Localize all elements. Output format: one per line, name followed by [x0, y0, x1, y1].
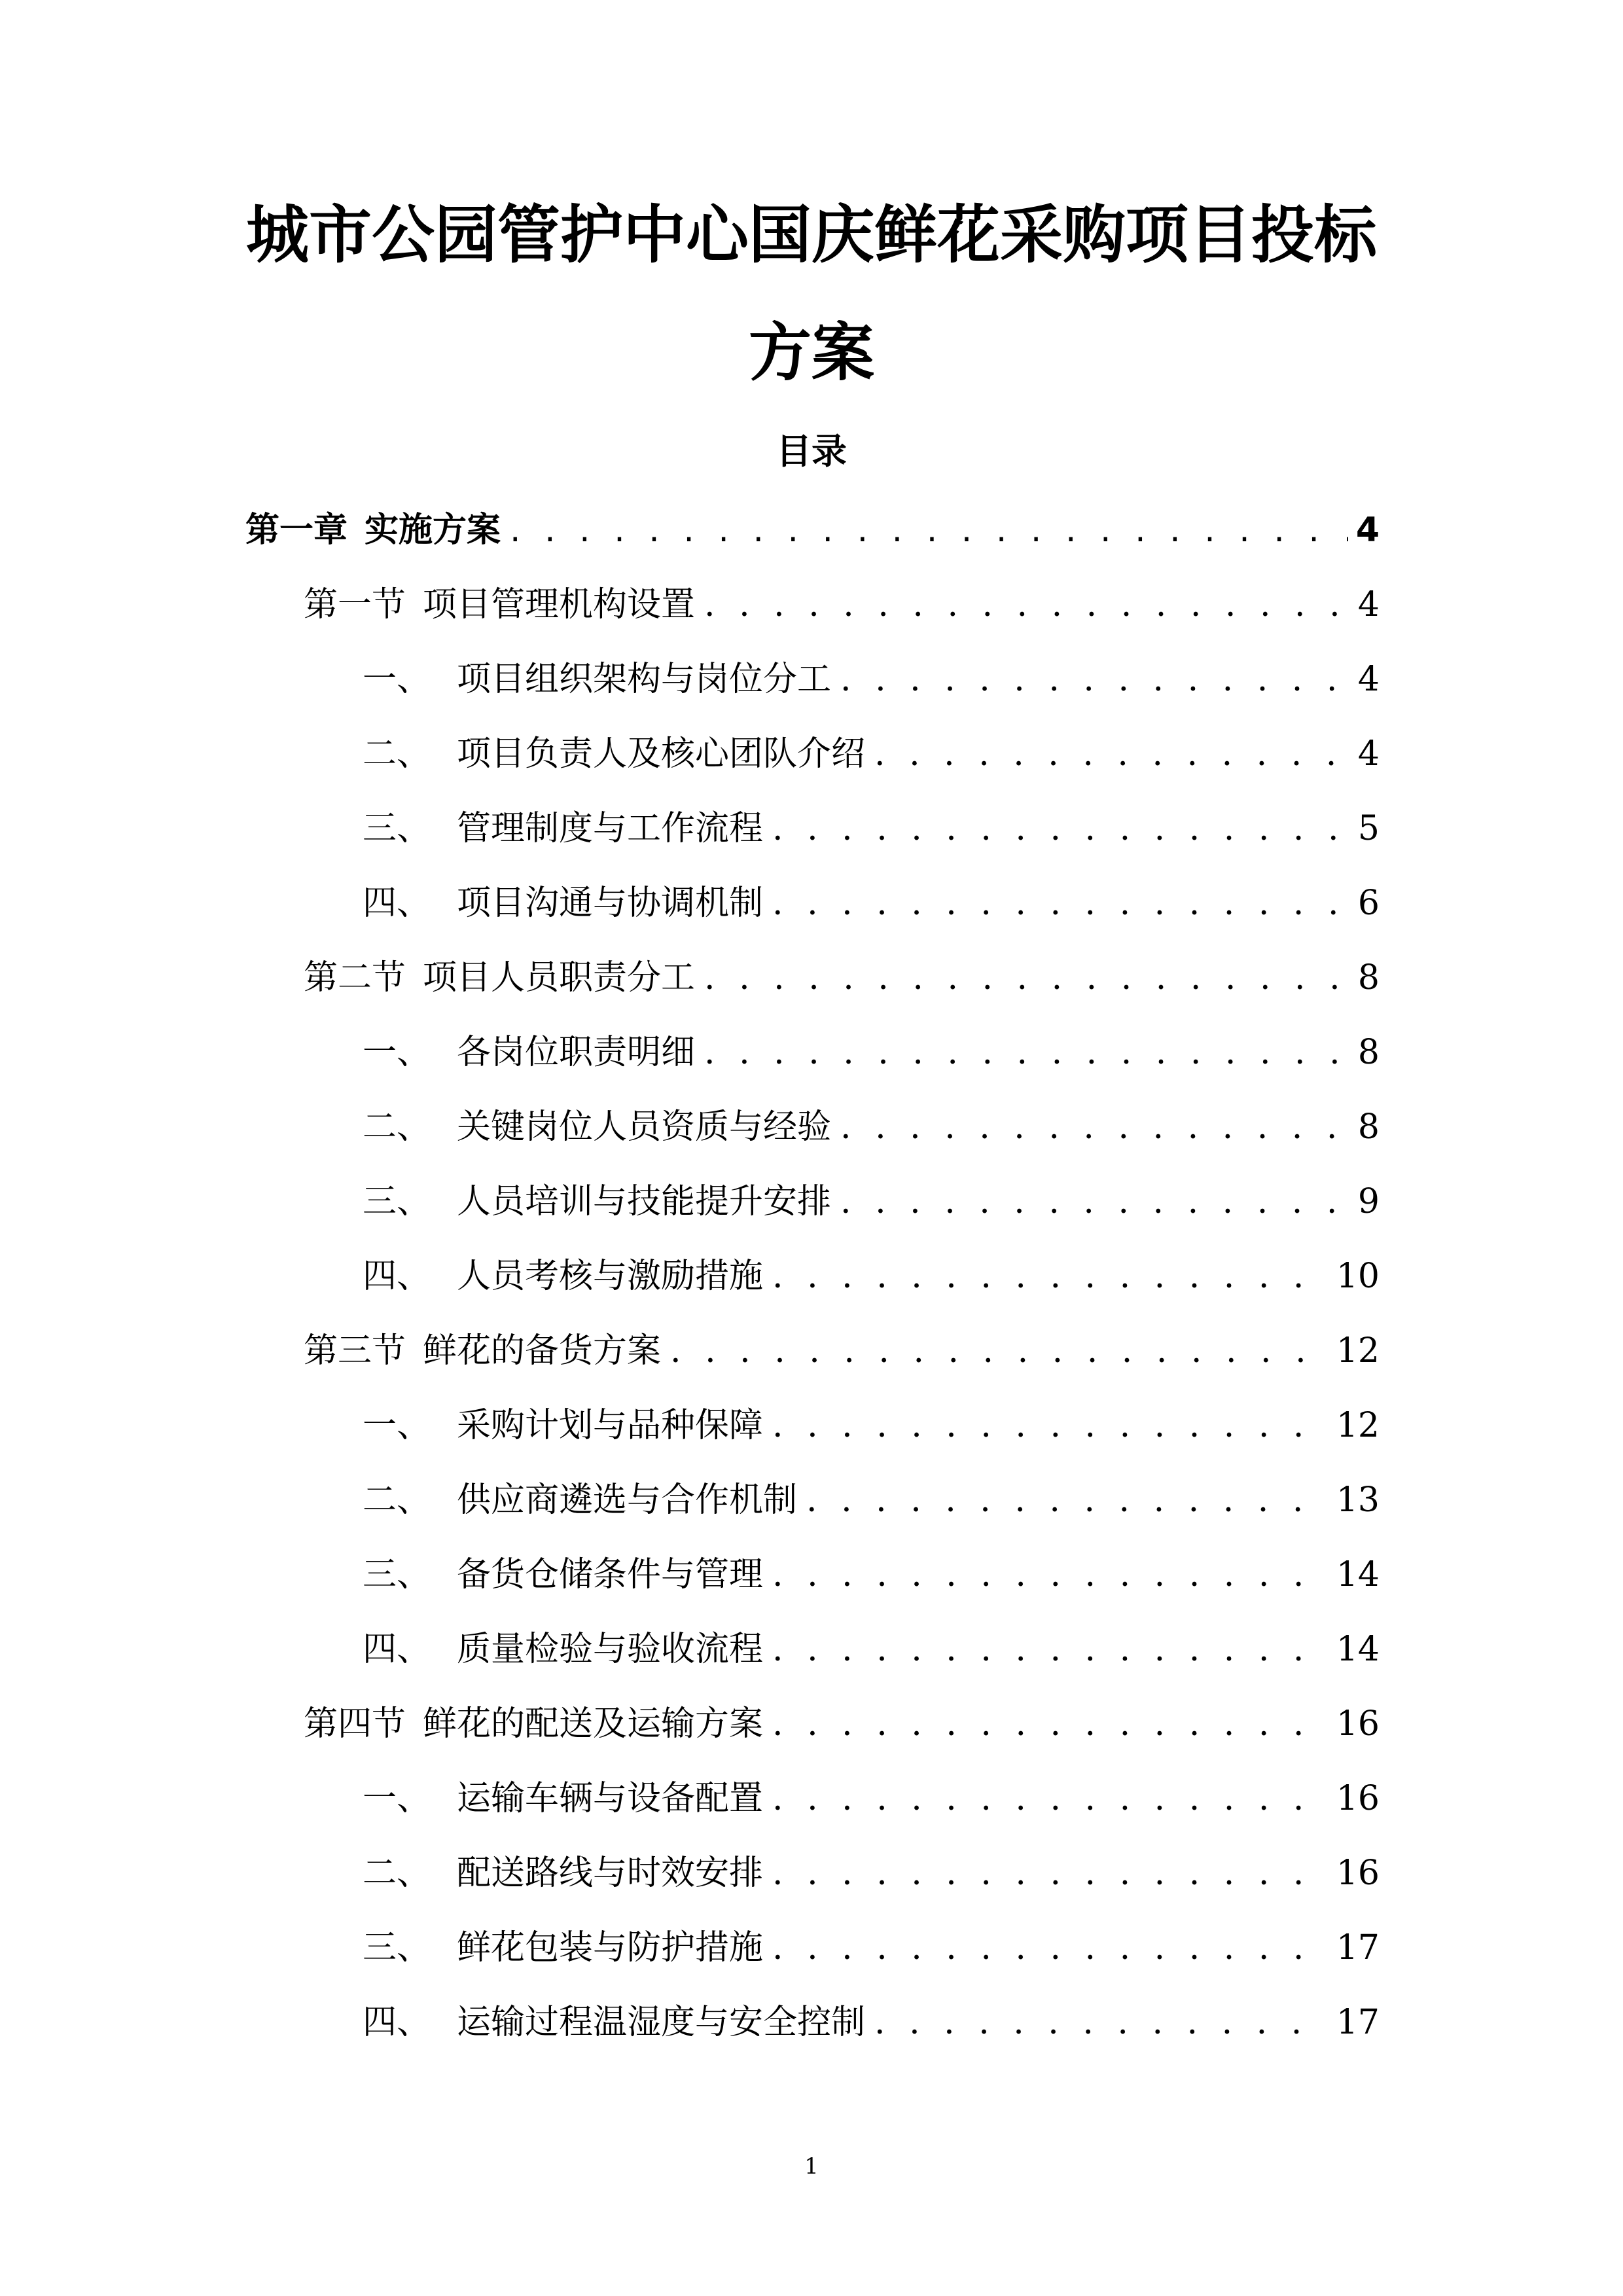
toc-entry-page: 10 [1336, 1257, 1380, 1296]
toc-entry-page: 17 [1336, 2003, 1380, 2042]
toc-entry-number: 二、 [363, 1480, 431, 1520]
toc-entry[interactable] [0, 1403, 1380, 1477]
toc-entry-number: 三、 [363, 1182, 431, 1221]
toc-entry-number: 第一章 [245, 511, 348, 550]
toc-entry-page: 14 [1336, 1630, 1380, 1669]
toc-entry[interactable] [0, 1925, 1380, 2000]
toc-dot-leader [670, 1328, 1329, 1374]
toc-entry-title: 项目负责人及核心团队介绍 [457, 734, 866, 774]
toc-entry-title: 项目人员职责分工 [423, 958, 696, 997]
toc-entry[interactable] [0, 1850, 1380, 1925]
toc-entry-page: 12 [1336, 1406, 1380, 1445]
toc-entry-page: 4 [1357, 660, 1380, 699]
toc-dot-leader [772, 1850, 1329, 1896]
toc-entry-number: 第二节 [304, 958, 406, 997]
toc-entry[interactable] [0, 507, 1380, 582]
toc-entry-page: 16 [1336, 1779, 1380, 1818]
toc-entry-page: 9 [1357, 1182, 1380, 1221]
toc-dot-leader [874, 731, 1350, 777]
toc-entry-page: 12 [1336, 1331, 1380, 1371]
toc-entry[interactable] [0, 1253, 1380, 1328]
toc-entry-number: 四、 [363, 884, 431, 923]
toc-entry[interactable] [0, 1626, 1380, 1701]
toc-entry-title: 质量检验与验收流程 [457, 1630, 764, 1669]
toc-dot-leader [806, 1477, 1329, 1523]
toc-entry-page: 14 [1336, 1555, 1380, 1594]
toc-entry-number: 四、 [363, 2003, 431, 2042]
toc-dot-leader [840, 1104, 1350, 1150]
toc-dot-leader [840, 1179, 1350, 1225]
toc-entry-page: 13 [1336, 1480, 1380, 1520]
toc-entry-title: 人员考核与激励措施 [457, 1257, 764, 1296]
toc-dot-leader [772, 806, 1350, 852]
toc-entry-page: 4 [1357, 585, 1380, 624]
toc-entry-number: 一、 [363, 1406, 431, 1445]
toc-dot-leader [772, 1701, 1329, 1747]
toc-entry-title: 供应商遴选与合作机制 [457, 1480, 798, 1520]
toc-entry-number: 第四节 [304, 1704, 406, 1744]
toc-entry-page: 16 [1336, 1854, 1380, 1893]
toc-entry-number: 一、 [363, 660, 431, 699]
toc-entry[interactable] [0, 955, 1380, 1030]
toc-entry-page: 4 [1357, 734, 1380, 774]
toc-entry[interactable] [0, 1030, 1380, 1104]
toc-entry-title: 项目沟通与协调机制 [457, 884, 764, 923]
toc-entry-number: 三、 [363, 809, 431, 848]
toc-entry[interactable] [0, 1104, 1380, 1179]
toc-entry-page: 16 [1336, 1704, 1380, 1744]
toc-entry-title: 运输车辆与设备配置 [457, 1779, 764, 1818]
toc-entry[interactable] [0, 656, 1380, 731]
toc-entry-number: 二、 [363, 1854, 431, 1893]
toc-dot-leader [772, 1776, 1329, 1821]
toc-dot-leader [704, 1030, 1350, 1075]
toc-dot-leader [510, 507, 1348, 553]
toc-entry-title: 各岗位职责明细 [457, 1033, 696, 1072]
toc-entry-page: 5 [1357, 809, 1380, 848]
toc-entry-title: 配送路线与时效安排 [457, 1854, 764, 1893]
toc-entry-number: 第一节 [304, 585, 406, 624]
toc-entry[interactable] [0, 1328, 1380, 1403]
toc-entry-page: 8 [1357, 1033, 1380, 1072]
toc-dot-leader [840, 656, 1350, 702]
toc-entry-number: 四、 [363, 1257, 431, 1296]
toc-entry-page: 6 [1357, 884, 1380, 923]
toc-entry-title: 项目管理机构设置 [423, 585, 696, 624]
toc-entry[interactable] [0, 1552, 1380, 1626]
toc-dot-leader [772, 880, 1350, 926]
toc-entry-title: 鲜花的备货方案 [423, 1331, 662, 1371]
toc-entry-number: 三、 [363, 1555, 431, 1594]
toc-dot-leader [772, 1626, 1329, 1672]
toc-entry-title: 关键岗位人员资质与经验 [457, 1107, 832, 1147]
toc-entry-title: 项目组织架构与岗位分工 [457, 660, 832, 699]
toc-entry-title: 管理制度与工作流程 [457, 809, 764, 848]
toc-dot-leader [704, 955, 1350, 1001]
toc-entry-title: 运输过程温湿度与安全控制 [457, 2003, 866, 2042]
toc-entry[interactable] [0, 1179, 1380, 1253]
toc-entry-title: 鲜花的配送及运输方案 [423, 1704, 764, 1744]
toc-entry[interactable] [0, 731, 1380, 806]
toc-dot-leader [772, 1253, 1329, 1299]
toc-dot-leader [704, 582, 1350, 628]
toc-entry-page: 8 [1357, 1107, 1380, 1147]
toc-entry[interactable] [0, 806, 1380, 880]
toc-entry[interactable] [0, 1776, 1380, 1850]
page-number: 1 [804, 2153, 819, 2179]
toc-dot-leader [772, 1925, 1329, 1971]
toc-entry-title: 人员培训与技能提升安排 [457, 1182, 832, 1221]
toc-entry-number: 三、 [363, 1928, 431, 1967]
document-title-line-2: 方案 [749, 316, 874, 389]
toc-entry[interactable] [0, 1701, 1380, 1776]
toc-dot-leader [874, 2000, 1329, 2045]
toc-entry-title: 实施方案 [365, 511, 501, 550]
toc-dot-leader [772, 1552, 1329, 1598]
toc-dot-leader [772, 1403, 1329, 1448]
toc-entry-title: 备货仓储条件与管理 [457, 1555, 764, 1594]
toc-entry-number: 一、 [363, 1033, 431, 1072]
toc-entry-number: 四、 [363, 1630, 431, 1669]
toc-entry[interactable] [0, 1477, 1380, 1552]
document-title-line-1: 城市公园管护中心国庆鲜花采购项目投标 [246, 198, 1377, 272]
toc-entry-number: 二、 [363, 734, 431, 774]
toc-entry-page: 17 [1336, 1928, 1380, 1967]
toc-entry[interactable] [0, 880, 1380, 955]
toc-entry-number: 一、 [363, 1779, 431, 1818]
toc-entry-title: 采购计划与品种保障 [457, 1406, 764, 1445]
table-of-contents [0, 507, 1623, 2074]
toc-heading: 目录 [776, 431, 847, 472]
toc-entry-title: 鲜花包装与防护措施 [457, 1928, 764, 1967]
toc-entry[interactable] [0, 2000, 1380, 2074]
toc-entry-number: 第三节 [304, 1331, 406, 1371]
toc-entry-page: 8 [1357, 958, 1380, 997]
toc-entry-page: 4 [1355, 511, 1380, 550]
toc-entry-number: 二、 [363, 1107, 431, 1147]
toc-entry[interactable] [0, 582, 1380, 656]
